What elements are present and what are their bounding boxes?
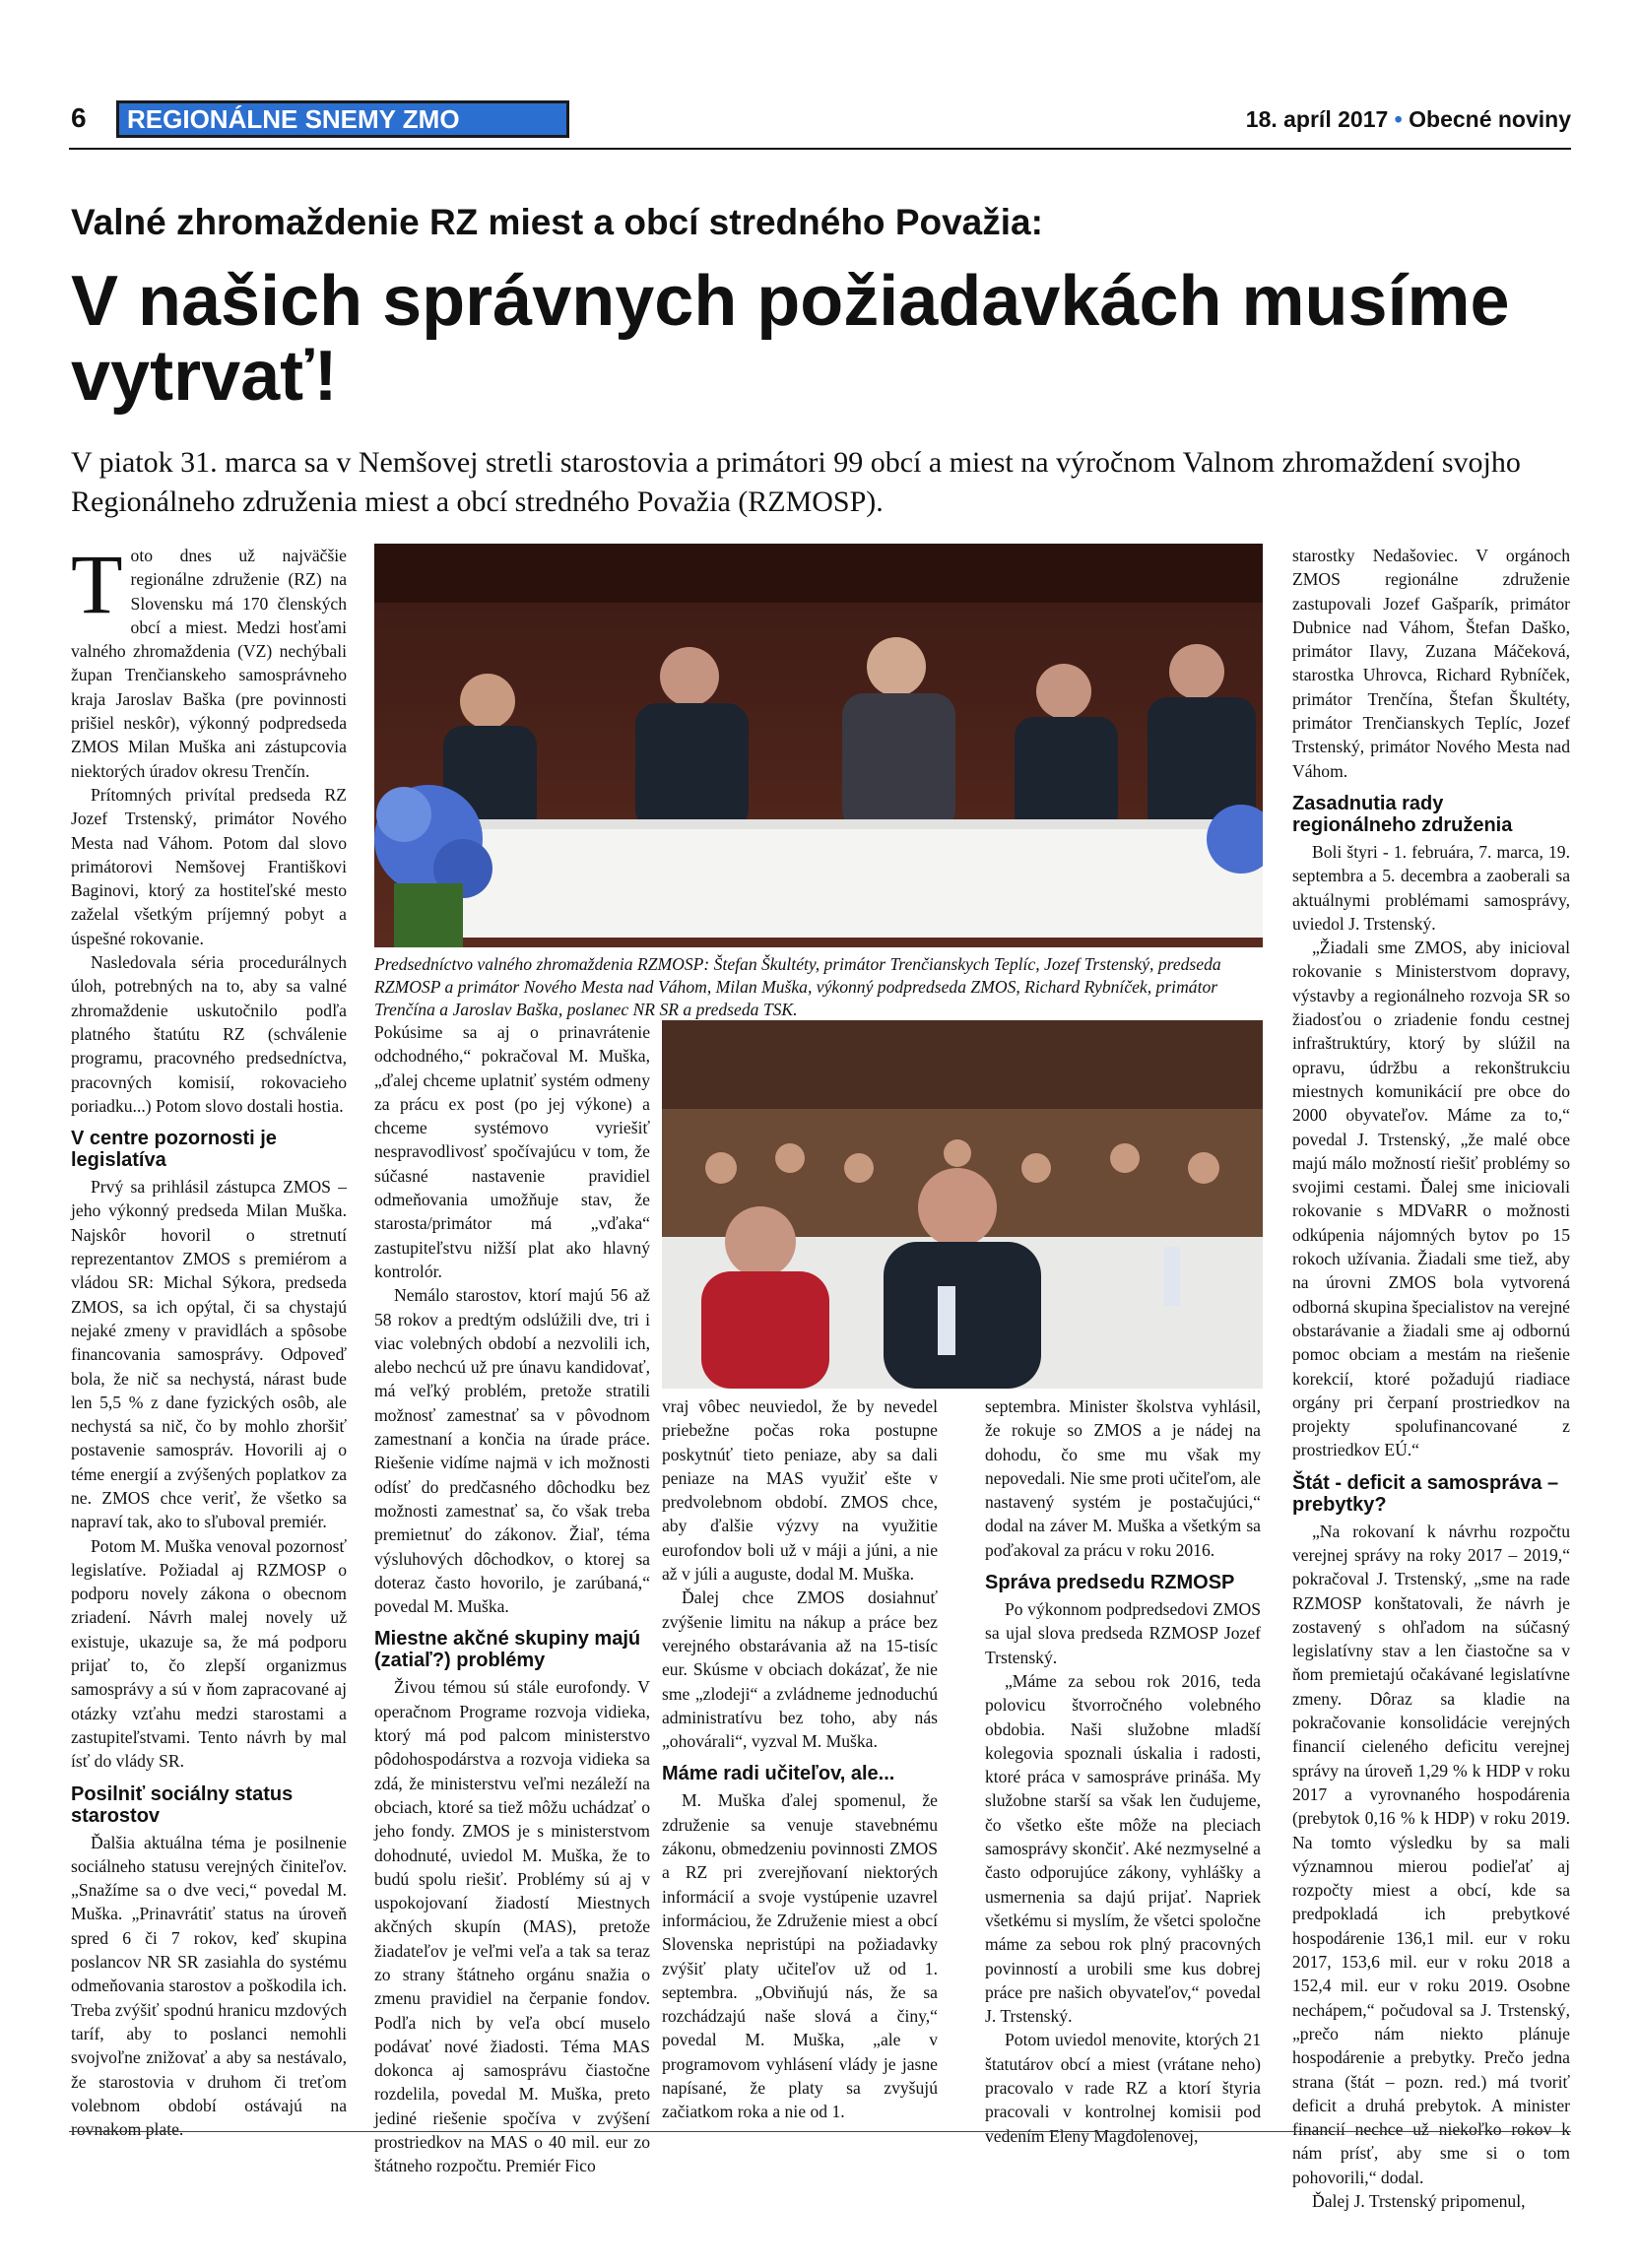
text-column-1 xyxy=(71,537,347,2141)
photo-caption: Predsedníctvo valného zhromaždenia RZMOSP: Štefan Škultéty, primátor Trenčianskych Teplíc, Jozef Trstenský, predseda RZMOSP a primátor Nového Mesta nad Váhom, Milan Muška, výkonný podpredseda ZMOS, Richard Rybníček, primátor Trenčína a Jaroslav Baška, poslanec NR SR a predseda TSK. xyxy=(374,954,1221,1019)
subheading: Posilniť sociálny status starostov xyxy=(71,1782,294,1827)
paragraph: „Máme za sebou rok 2016, teda polovicu štvorročného volebného obdobia. Naši služobne mladší kolegovia spoznali úskalia i radosti, ktoré práca v samospráve prináša. My služobne starší sa však len čudujeme, čo všetko ešte môže na pleciach samosprávy skončiť. Aké nezmyselné a často odporujúce zákony, vyhlášky a usmernenia sa dajú prijať. Napriek všetkému si myslím, že všetci spoločne máme za sebou rok plný pracovných povinností a urobili sme kus dobrej práce pre našich obyvateľov,“ povedal J. Trstenský. xyxy=(985,1670,1261,2027)
page-number: 6 xyxy=(71,102,87,133)
separator-bullet: • xyxy=(1394,106,1403,132)
paragraph: Potom uviedol menovite, ktorých 21 štatutárov obcí a miest (vrátane neho) pracovalo v rade RZ a ktorí štyria pracovali v kontrolnej komisii pod vedením Eleny Magdolenovej, xyxy=(985,2030,1261,2146)
paragraph: „Na rokovaní k návrhu rozpočtu verejnej správy na roky 2017 – 2019,“ pokračoval J. Trstenský, „sme na rade RZMOSP konštatovali, že návrh je zostavený s ohľadom na súčasný legislatívny stav a len čiastočne sa v ňom premietajú očakávané legislatívne zmeny. Dôraz sa kladie na pokračovanie konsolidácie verejných financií cieleného deficitu verejnej správy na úroveň 1,29 % k HDP v roku 2017 a vyrovnaného hospodárenia (prebytok 0,16 % k HDP) v roku 2019. Na tomto výsledku by sa mali významnou mierou podieľať aj rozpočty miest a obcí, kde sa predpokladá ich prebytkové hospodárenie 136,1 mil. eur v roku 2017, 153,6 mil. eur v roku 2018 a 152,4 mil. eur v roku 2019. Osobne nechápem,“ počudoval sa J. Trstenský, „prečo nám niekto plánuje hospodárenie a prebytky. Prečo jedna strana (štát – pozn. red.) má tvoriť deficit a druhá prebytok. A minister financií nechce už niekoľko rokov k nám prísť, aby sme si o tom pohovorili,“ dodal. xyxy=(1292,1521,1570,2187)
drop-cap: T xyxy=(71,537,123,631)
subheading: Štát - deficit a samospráva – prebytky? xyxy=(1292,1471,1559,1516)
header-rule xyxy=(69,148,1571,150)
paragraph: Prvý sa prihlásil zástupca ZMOS – jeho výkonný predseda Milan Muška. Najskôr hovoril o stretnutí reprezentantov ZMOS s premiérom a vládou SR: Michal Sýkora, predseda ZMOS, sa ich opýtal, či sa chystajú nejaké zmeny v pravidlách a spôsobe financovania samosprávy. Odpoveď bola, že nič sa nechystá, nárast bude len 5,5 % z dane fyzických osôb, ale nechystá sa nič, čo by mohlo zhoršiť postavenie samospráv. Hovorili aj o téme energií a zvýšených poplatkov za ne. ZMOS chce veriť, že všetko sa napraví tak, ako to sľuboval premiér. xyxy=(71,1177,347,1532)
paragraph-text: oto dnes už najväčšie regionálne združenie (RZ) na Slovensku má 170 členských obcí a miest. Medzi hosťami valného zhromaždenia (VZ) nechýbali župan Trenčianskeho samosprávneho kraja Jaroslav Baška (pre povinnosti prišiel neskôr), výkonný podpredseda ZMOS Milan Muška ani zástupcovia niektorých úradov okresu Trenčín. xyxy=(71,546,347,781)
text-column-3 xyxy=(662,1394,938,2124)
paragraph: Ďalej chce ZMOS dosiahnuť zvýšenie limitu na nákup a práce bez verejného obstarávania až na 15-tisíc eur. Skúsme v obciach dokázať, že nie sme „zlodeji“ a zvládneme jednoduchú administratívu bez toho, aby nás „ohovárali“, vyzval M. Muška. xyxy=(662,1588,938,1752)
issue-info xyxy=(1246,106,1571,133)
audience-photo-image xyxy=(662,1020,1263,1389)
paragraph: septembra. Minister školstva vyhlásil, že rokuje so ZMOS a je nádej na dohodu, čo sme mu však my nepovedali. Nie sme proti učiteľom, ale nastavený systém je postačujúci,“ dodal na záver M. Muška a všetkým sa poďakoval za prácu v roku 2016. xyxy=(985,1396,1261,1560)
issue-date: 18. apríl 2017 xyxy=(1245,106,1389,132)
paragraph: starostky Nedašoviec. V orgánoch ZMOS regionálne združenie zastupovali Jozef Gašparík, primátor Dubnice nad Váhom, Štefan Daško, primátor Ilavy, Zuzana Máčeková, starostka Uhrovca, Richard Rybníček, primátor Trenčína, Štefan Škultéty, primátor Trenčianskych Teplíc, Jozef Trstenský, primátor Nového Mesta nad Váhom. xyxy=(1292,546,1570,781)
paragraph xyxy=(71,537,347,783)
audience-photo xyxy=(662,1020,1263,1389)
presidium-photo-image xyxy=(374,544,1263,947)
article-kicker: Valné zhromaždenie RZ miest a obcí stredného Považia: xyxy=(71,202,1043,242)
paragraph: Potom M. Muška venoval pozornosť legislatíve. Požiadal aj RZMOSP o podporu novely zákona o obecnom zriadení. Návrh malej novely už existuje, ukazuje sa, že má podporu prijať to, čo zlepší organizmus samosprávy a sú v ňom zapracované aj otázky vzťahu medzi starostami a zastupiteľstvami. Tento návrh by mal ísť do vlády SR. xyxy=(71,1535,347,1772)
subheading: Máme radi učiteľov, ale... xyxy=(662,1763,895,1785)
article-title: V našich správnych požiadavkách musíme vytrvať! xyxy=(71,262,1510,416)
paragraph: Živou témou sú stále eurofondy. V operačnom Programe rozvoja vidieka, ktorý má pod palcom ministerstvo pôdohospodárstva a rozvoja vidieka sa zdá, že ministerstvu veľmi nezáleží na obciach, ktoré sa tiež môžu uchádzať o jeho fondy. ZMOS je s ministerstvom dohodnuté, uviedol M. Muška, že to budú spolu riešiť. Problémy sú aj v uspokojovaní žiadostí Miestnych akčných skupín (MAS), pretože žiadateľov je veľmi veľa a tak sa teraz zo strany štátneho orgánu snažia o zmenu pravidiel na čerpanie fondov. Podľa nich by veľa obcí muselo podávať nové žiadosti. Téma MAS dokonca aj samosprávu čiastočne rozdelila, povedal M. Muška, preto jediné riešenie spočíva v zvýšení prostriedkov na MAS o 40 mil. eur zo štátneho rozpočtu. Premiér Fico xyxy=(374,1677,650,2176)
subheading: Zasadnutia rady regionálneho združenia xyxy=(1292,792,1513,836)
text-column-4 xyxy=(985,1394,1261,2148)
subheading: V centre pozornosti je legislatíva xyxy=(71,1128,277,1172)
text-column-5 xyxy=(1292,544,1570,2213)
paragraph: Nasledovala séria procedurálnych úloh, potrebných na to, aby sa valné zhromaždenie uskutočnilo podľa platného štatútu RZ (schválenie programu, pracovného predsedníctva, pracovných komisií, rokovacieho poriadku...) Potom slovo dostali hostia. xyxy=(71,952,347,1116)
paragraph: Prítomných privítal predseda RZ Jozef Trstenský, primátor Nového Mesta nad Váhom. Potom dal slovo primátorovi Nemšovej Františkovi Baginovi, ktorý za hostiteľské mesto zaželal všetkým príjemný pobyt a úspešné rokovanie. xyxy=(71,784,347,948)
paragraph: „Žiadali sme ZMOS, aby inicioval rokovanie s Ministerstvom dopravy, výstavby a regionálneho rozvoja SR so žiadosťou o zriadenie fondu cestnej infraštruktúry, ktorý by slúžil na opravu, údržbu a rekonštrukciu miestnych komunikácií pre obce do 2000 obyvateľov. Máme za to,“ povedal J. Trstenský, „že malé obce majú málo možností riešiť problémy so svojimi cestami. Ďalej sme iniciovali rokovanie s MDVaRR o možnosti odkúpenia nájomných bytov po 15 rokoch užívania. Žiadali sme tiež, aby na úrovni ZMOS bola vytvorená odborná skupina špecialistov na verejné obstarávanie a žiadali sme aj odbornú pomoc obciam a mestám na riešenie korekcií, ktoré požadujú riadiace orgány pri čerpaní prostriedkov na projekty spolufinancované z prostriedkov EÚ.“ xyxy=(1292,938,1570,1460)
paragraph: Boli štyri - 1. februára, 7. marca, 19. septembra a 5. decembra a zaoberali sa aktuálnymi problémami samosprávy, uviedol J. Trstenský. xyxy=(1292,841,1570,934)
text-column-2 xyxy=(374,1020,650,2178)
paragraph: vraj vôbec neuviedol, že by nevedel priebežne počas roka postupne poskytnúť tieto peniaze, aby sa dali peniaze na MAS využiť ešte v predvolebnom období. ZMOS chce, aby ďalšie výzvy na využitie eurofondov boli už v máji a júni, a nie až v júli a auguste, dodal M. Muška. xyxy=(662,1396,938,1585)
section-banner: REGIONÁLNE SNEMY ZMO xyxy=(116,100,569,138)
presidium-photo xyxy=(374,544,1263,947)
paragraph: Po výkonnom podpredsedovi ZMOS sa ujal slova predseda RZMOSP Jozef Trstenský. xyxy=(985,1599,1261,1667)
paragraph: Nemálo starostov, ktorí majú 56 až 58 rokov a predtým odslúžili dve, tri i viac volebných období a nezvolili ich, alebo nechcú už pre únavu kandidovať, má veľký problém, pretože stratili možnosť zamestnať sa v pôvodnom zamestnaní a končia na úrade práce. Riešenie vidíme najmä v ich možnosti odísť do predčasného dôchodku bez možnosti zamestnať sa, čo však treba premietnuť do zákonov. Žiaľ, téma výsluhových dôchodkov, o ktorej sa doteraz často hovorilo, je zarúbaná,“ povedal M. Muška. xyxy=(374,1285,650,1617)
publication-name: Obecné noviny xyxy=(1409,106,1571,132)
paragraph: Pokúsime sa aj o prinavrátenie odchodného,“ pokračoval M. Muška, „ďalej chceme uplatniť systém odmeny za prácu ex post (po jej výkone) a chceme systémovo vyriešiť nespravodlivosť spočívajúcu v tom, že súčasné nastavenie pravidiel odmeňovania umožňuje stav, že starosta/primátor má „vďaka“ zastupiteľstvu nižší plat ako hlavný kontrolór. xyxy=(374,1022,650,1281)
paragraph: Ďalšia aktuálna téma je posilnenie sociálneho statusu verejných činiteľov. „Snažíme sa o dve veci,“ povedal M. Muška. „Prinavrátiť status na úroveň spred 6 či 7 rokov, keď skupina poslancov NR SR zasiahla do systému odmeňovania starostov a poškodila ich. Treba zvýšiť spodnú hranicu mzdových taríf, aby to poslanci nemohli svojvoľne znižovať a aby sa nestávalo, že starostovia v druhom či treťom volebnom období ostávajú na rovnakom plate. xyxy=(71,1832,347,2140)
paragraph: M. Muška ďalej spomenul, že združenie sa venuje stavebnému zákonu, obmedzeniu povinnosti ZMOS a RZ pri zverejňovaní niektorých informácií a svoje vystúpenie uzavrel informáciou, že Združenie miest a obcí Slovenska nepristúpi na požiadavky zvýšiť platy učiteľov už od 1. septembra. „Obviňujú nás, že sa rozchádzajú naše slová a činy,“ povedal M. Muška, „ale v programovom vyhlásení vlády je jasne napísané, že platy sa zvyšujú začiatkom roka a nie od 1. xyxy=(662,1790,938,2122)
article-lead: V piatok 31. marca sa v Nemšovej stretli starostovia a primátori 99 obcí a miest na výročnom Valnom zhromaždení svojho Regionálneho združenia miest a obcí stredného Považia (RZMOSP). xyxy=(71,446,1521,518)
subheading: Správa predsedu RZMOSP xyxy=(985,1572,1235,1594)
paragraph: Ďalej J. Trstenský pripomenul, xyxy=(1312,2191,1526,2211)
footer-rule xyxy=(69,2131,1571,2132)
subheading: Miestne akčné skupiny majú (zatiaľ?) problémy xyxy=(374,1628,641,1672)
